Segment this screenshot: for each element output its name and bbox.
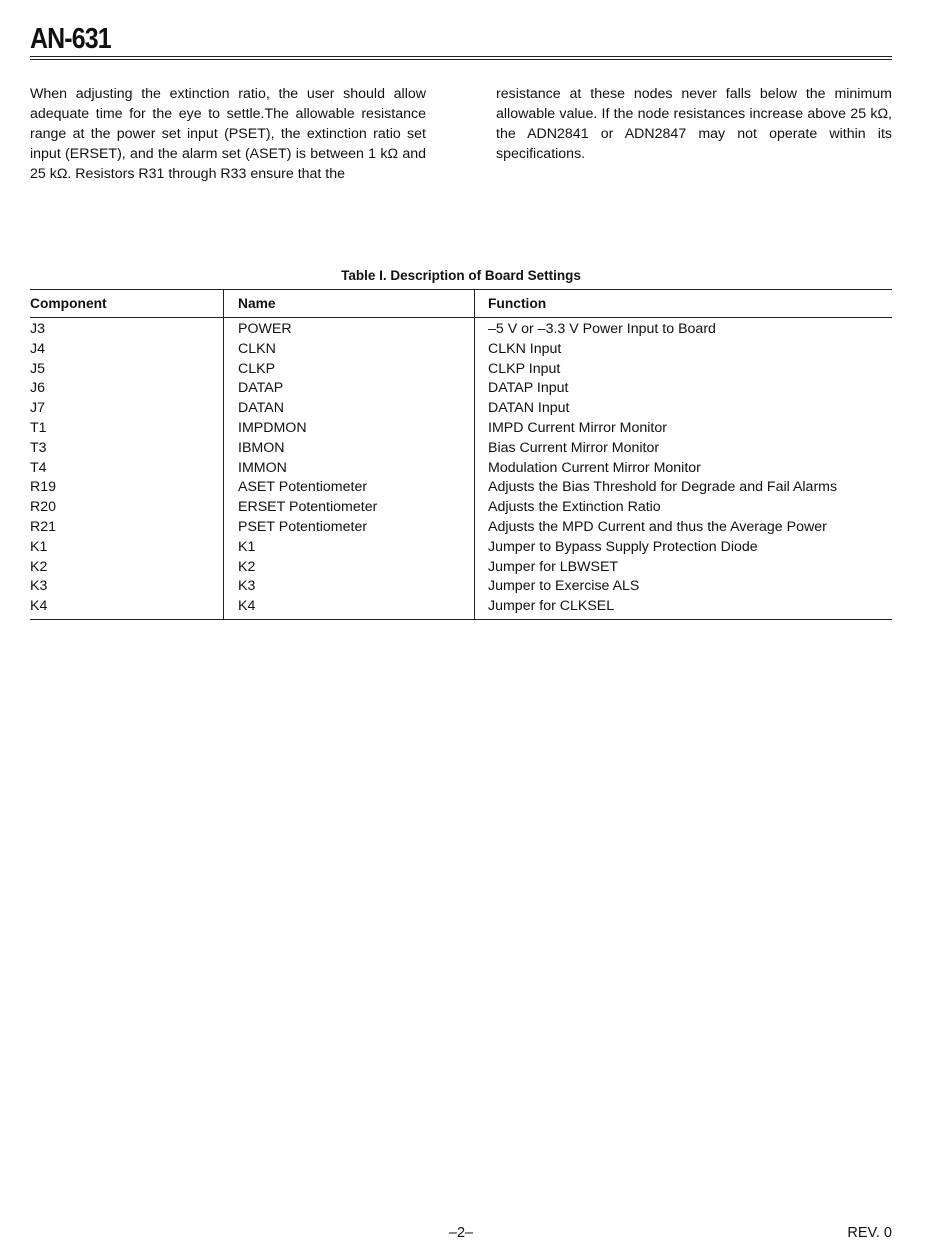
cell-name: K1 (224, 538, 475, 558)
table-caption: Table I. Description of Board Settings (341, 268, 581, 283)
table-row (30, 379, 892, 399)
cell-component: J4 (30, 340, 45, 357)
cell-component: J7 (30, 400, 45, 417)
board-settings-table (30, 289, 892, 620)
cell-function: Bias Current Mirror Monitor (475, 439, 893, 459)
table-row (30, 360, 892, 380)
cell-name: ERSET Potentiometer (224, 498, 475, 518)
cell-function: Jumper for CLKSEL (475, 597, 893, 619)
cell-function: Modulation Current Mirror Monitor (475, 459, 893, 479)
table-row (30, 318, 892, 340)
cell-component: R21 (30, 518, 57, 535)
cell-component: J5 (30, 360, 45, 377)
cell-function: Jumper to Bypass Supply Protection Diode (475, 538, 893, 558)
page-number: –2– (448, 1225, 474, 1241)
cell-component: K2 (30, 558, 48, 575)
table-row (30, 577, 892, 597)
revision-label: REV. 0 (847, 1225, 892, 1241)
table-row (30, 498, 892, 518)
cell-name: DATAP (224, 379, 475, 399)
cell-name: K2 (224, 558, 475, 578)
cell-name: PSET Potentiometer (224, 518, 475, 538)
table-row (30, 340, 892, 360)
table-row (30, 518, 892, 538)
cell-function: DATAN Input (475, 399, 893, 419)
cell-component: K4 (30, 597, 224, 619)
cell-function: IMPD Current Mirror Monitor (475, 419, 893, 439)
cell-function: Adjusts the Extinction Ratio (475, 498, 893, 518)
cell-function: Jumper to Exercise ALS (475, 577, 893, 597)
cell-component: K1 (30, 538, 48, 555)
cell-name: IMPDMON (224, 419, 475, 439)
column-header-component: Component (30, 290, 224, 318)
table-header-row (30, 290, 892, 318)
cell-function: Adjusts the MPD Current and thus the Average Power (475, 518, 893, 538)
column-header-function: Function (475, 290, 893, 318)
table-row (30, 538, 892, 558)
cell-component: K3 (30, 578, 48, 595)
cell-component: R20 (30, 499, 57, 516)
cell-function: Jumper for LBWSET (475, 558, 893, 578)
header-rule-bottom (30, 59, 892, 60)
header-rule-top (30, 56, 892, 57)
cell-name: DATAN (224, 399, 475, 419)
table-row (30, 558, 892, 578)
table-row (30, 459, 892, 479)
document-id-header: AN-631 (30, 23, 111, 55)
cell-component: J6 (30, 380, 45, 397)
cell-name: IBMON (224, 439, 475, 459)
body-text-right-column: resistance at these nodes never falls below the minimum allowable value. If the node resistances increase above 25 kΩ, the ADN2841 or ADN2847 may not operate within its specifications. (496, 86, 892, 162)
cell-component: T4 (30, 459, 47, 476)
cell-component: R19 (30, 479, 57, 496)
table-row (30, 419, 892, 439)
cell-component: T3 (30, 439, 47, 456)
cell-name: CLKN (224, 340, 475, 360)
cell-function: Adjusts the Bias Threshold for Degrade and Fail Alarms (475, 478, 893, 498)
cell-name: ASET Potentiometer (224, 478, 475, 498)
cell-function: CLKP Input (475, 360, 893, 380)
cell-function: –5 V or –3.3 V Power Input to Board (475, 318, 893, 340)
cell-name: IMMON (224, 459, 475, 479)
cell-name: CLKP (224, 360, 475, 380)
cell-function: DATAP Input (475, 379, 893, 399)
cell-name: POWER (224, 318, 475, 340)
column-header-name: Name (224, 290, 475, 318)
cell-component: J3 (30, 321, 45, 337)
table-row (30, 597, 892, 619)
table-row (30, 399, 892, 419)
table-row (30, 439, 892, 459)
cell-component: T1 (30, 419, 47, 436)
cell-function: CLKN Input (475, 340, 893, 360)
table-row (30, 478, 892, 498)
cell-name: K3 (224, 577, 475, 597)
body-text-left-column: When adjusting the extinction ratio, the user should allow adequate time for the eye to settle.The allowable resistance range at the power set input (PSET), the extinction ratio set input (ERSET), and the alarm set (ASET) is between 1 kΩ and 25 kΩ. Resistors R31 through R33 ensure that the (30, 86, 426, 182)
cell-name: K4 (224, 597, 475, 619)
